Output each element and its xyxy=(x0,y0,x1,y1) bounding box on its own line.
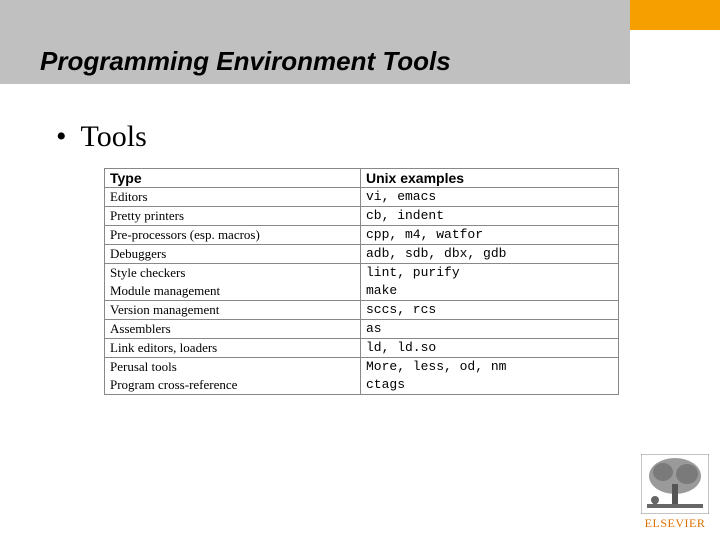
type-cell xyxy=(105,358,361,395)
table-row xyxy=(105,301,619,320)
unix-examples-text: cpp, m4, watfor xyxy=(366,227,484,242)
unix-examples-text: vi, emacs xyxy=(366,189,437,204)
type-text: Assemblers xyxy=(110,321,171,336)
tools-table xyxy=(104,168,619,395)
type-cell xyxy=(105,264,361,301)
elsevier-tree-icon xyxy=(641,454,709,514)
type-text: Pretty printers xyxy=(110,208,185,223)
header-type: Type xyxy=(105,169,361,188)
unix-examples-text: More, less, od, nm xyxy=(366,359,507,374)
logo-text: ELSEVIER xyxy=(644,516,706,530)
unix-examples-text: ld, ld.so xyxy=(366,340,437,355)
table-row xyxy=(105,320,619,339)
unix-examples-cell xyxy=(361,358,619,395)
bullet-item xyxy=(56,120,147,154)
unix-examples-cell xyxy=(361,339,619,358)
unix-examples-cell xyxy=(361,245,619,264)
type-text: Debuggers xyxy=(110,246,167,261)
type-text: Editors xyxy=(110,189,148,204)
unix-examples-cell xyxy=(361,226,619,245)
unix-examples-text: lint, purify xyxy=(366,265,460,280)
unix-examples-cell xyxy=(361,264,619,301)
type-text: Style checkers xyxy=(110,265,186,280)
table-row xyxy=(105,226,619,245)
table-row xyxy=(105,245,619,264)
type-text: Program cross-reference xyxy=(110,377,238,392)
type-cell xyxy=(105,207,361,226)
unix-examples-text: make xyxy=(366,283,398,298)
unix-examples-cell xyxy=(361,301,619,320)
type-cell xyxy=(105,188,361,207)
bullet-icon: • xyxy=(56,120,67,153)
type-cell xyxy=(105,301,361,320)
table-row xyxy=(105,358,619,395)
unix-examples-cell xyxy=(361,320,619,339)
table-body xyxy=(105,188,619,395)
table-row xyxy=(105,207,619,226)
header-unix-examples: Unix examples xyxy=(361,169,619,188)
type-text: Perusal tools xyxy=(110,359,177,374)
type-cell xyxy=(105,226,361,245)
elsevier-logo xyxy=(638,454,712,532)
table-row xyxy=(105,188,619,207)
unix-examples-cell xyxy=(361,207,619,226)
accent-bar xyxy=(630,0,720,30)
type-text: Version management xyxy=(110,302,220,317)
unix-examples-cell xyxy=(361,188,619,207)
table-row xyxy=(105,264,619,301)
type-text: Link editors, loaders xyxy=(110,340,218,355)
unix-examples-text: cb, indent xyxy=(366,208,445,223)
table-header-row xyxy=(105,169,619,188)
type-cell xyxy=(105,245,361,264)
type-text: Pre-processors (esp. macros) xyxy=(110,227,260,242)
unix-examples-text: ctags xyxy=(366,377,406,392)
unix-examples-text: adb, sdb, dbx, gdb xyxy=(366,246,507,261)
slide-title: Programming Environment Tools xyxy=(40,46,451,76)
type-cell xyxy=(105,339,361,358)
unix-examples-text: as xyxy=(366,321,382,336)
type-cell xyxy=(105,320,361,339)
type-text: Module management xyxy=(110,283,221,298)
table-row xyxy=(105,339,619,358)
unix-examples-text: sccs, rcs xyxy=(366,302,437,317)
bullet-text: Tools xyxy=(80,120,147,153)
